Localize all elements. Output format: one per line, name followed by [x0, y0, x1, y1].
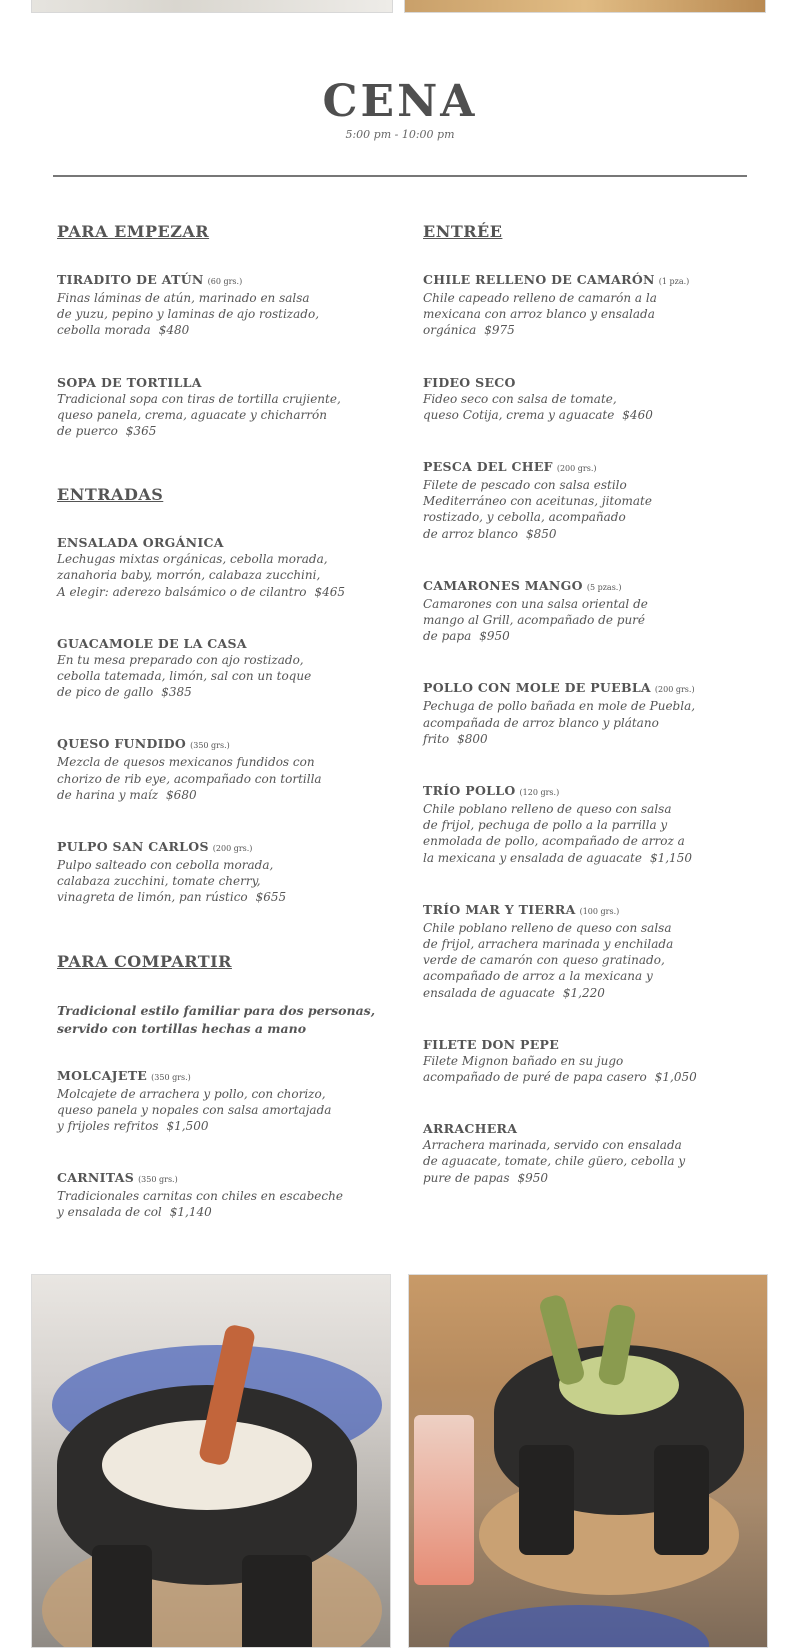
item-portion: (5 pzas.): [586, 582, 622, 592]
item-price: $950: [517, 1170, 549, 1185]
item-portion: (100 grs.): [579, 906, 620, 916]
item-description: Tradicional sopa con tiras de tortilla crujiente, queso panela, crema, aguacate y chicharrón de puerco: [57, 391, 341, 439]
item-price: $1,140: [169, 1205, 212, 1220]
molcajete-leg-shape: [654, 1445, 709, 1555]
item-portion: (200 grs.): [556, 464, 597, 474]
item-name: TIRADITO DE ATÚN: [57, 272, 204, 287]
menu-item: [423, 902, 773, 1001]
item-portion: (350 grs.): [138, 1175, 178, 1185]
molcajete-leg-shape: [519, 1445, 574, 1555]
item-description: Fideo seco con salsa de tomate, queso Cotija, crema y aguacate: [423, 391, 617, 422]
top-photo-left: [31, 0, 393, 13]
menu-item: [423, 1121, 773, 1186]
blue-plate-shape: [449, 1605, 709, 1648]
item-price: $365: [125, 424, 157, 439]
drink-glass-shape: [414, 1415, 474, 1585]
section-title: ENTRADAS: [57, 485, 164, 505]
item-description: Arrachera marinada, servido con ensalada de aguacate, tomate, chile güero, cebolla y pure de papas: [423, 1138, 686, 1185]
item-description: Camarones con una salsa oriental de mango al Grill, acompañado de puré de papa: [423, 596, 648, 644]
section-intro: Tradicional estilo familiar para dos personas, servido con tortillas hechas a mano: [57, 1002, 376, 1036]
item-name: PULPO SAN CARLOS: [57, 839, 209, 855]
item-name: TRÍO POLLO: [423, 783, 516, 799]
item-price: $1,500: [166, 1119, 209, 1134]
item-name: POLLO CON MOLE DE PUEBLA: [423, 680, 651, 696]
section-title: PARA COMPARTIR: [57, 951, 232, 971]
right-column: [423, 220, 773, 1222]
section-title: ENTRÉE: [423, 222, 503, 241]
item-price: $1,150: [649, 850, 692, 865]
section-para-compartir: [57, 950, 397, 1221]
item-price: $460: [622, 407, 653, 422]
section-title: PARA EMPEZAR: [57, 222, 210, 241]
item-description: Pechuga de pollo bañada en mole de Puebla, acompañada de arroz blanco y plátano frito: [423, 699, 696, 746]
item-price: $465: [314, 584, 345, 599]
item-description: En tu mesa preparado con ajo rostizado, cebolla tatemada, limón, sal con un toque de pico de gallo: [57, 652, 312, 700]
item-price: $1,050: [654, 1070, 697, 1085]
molcajete-photo: [408, 1274, 768, 1648]
section-entradas: [57, 483, 397, 905]
menu-item: [57, 839, 397, 906]
menu-item: [57, 272, 397, 339]
item-price: $480: [158, 323, 190, 338]
item-description: Mezcla de quesos mexicanos fundidos con chorizo de rib eye, acompañado con tortilla de harina y maíz: [57, 755, 322, 802]
item-portion: (60 grs.): [207, 277, 243, 286]
section-para-empezar: [57, 220, 397, 439]
item-name: CARNITAS: [57, 1170, 135, 1186]
item-name: GUACAMOLE DE LA CASA: [57, 635, 247, 651]
item-portion: (120 grs.): [519, 788, 560, 798]
item-name: FIDEO SECO: [423, 374, 516, 390]
item-price: $975: [484, 323, 515, 338]
item-price: $680: [166, 787, 197, 802]
item-description: Chile poblano relleno de queso con salsa de frijol, pechuga de pollo a la parrilla y enmolada de pollo, acompañado de arroz a la mexicana y ensalada de aguacate: [423, 802, 685, 865]
item-name: CHILE RELLENO DE CAMARÓN: [423, 272, 655, 287]
menu-item: [423, 680, 773, 747]
top-photo-right: [404, 0, 766, 13]
item-price: $655: [255, 890, 287, 905]
molcajete-leg-shape: [92, 1545, 152, 1648]
item-description: Chile poblano relleno de queso con salsa de frijol, arrachera marinada y enchilada verde de camarón con queso gratinado, acompañado de arroz a la mexicana y ensalada de aguacate: [423, 920, 674, 1000]
menu-item: [57, 535, 397, 600]
item-name: QUESO FUNDIDO: [57, 736, 187, 752]
item-description: Pulpo salteado con cebolla morada, calabaza zucchini, tomate cherry, vinagreta de limón, pan rústico: [57, 858, 274, 905]
item-name: MOLCAJETE: [57, 1067, 148, 1083]
item-name: PESCA DEL CHEF: [423, 459, 553, 475]
item-portion: (200 grs.): [654, 685, 695, 695]
menu-item: [57, 375, 397, 440]
menu-item: [57, 1170, 397, 1220]
left-column: [57, 220, 397, 1257]
item-name: FILETE DON PEPE: [423, 1036, 560, 1052]
menu-item: [423, 783, 773, 866]
item-price: $1,220: [562, 985, 605, 1000]
menu-hours: 5:00 pm - 10:00 pm: [345, 128, 455, 141]
item-portion: (200 grs.): [212, 844, 253, 854]
item-name: SOPA DE TORTILLA: [57, 374, 202, 390]
menu-item: [57, 636, 397, 701]
header-divider: [53, 175, 747, 177]
menu-item: [57, 736, 397, 803]
item-price: $385: [161, 685, 192, 700]
item-portion: (350 grs.): [151, 1072, 191, 1082]
item-description: Filete de pescado con salsa estilo Mediterráneo con aceitunas, jitomate rostizado, y cebolla, acompañado de arroz blanco: [423, 478, 652, 541]
item-price: $800: [457, 731, 488, 746]
menu-item: [423, 375, 773, 423]
item-description: Chile capeado relleno de camarón a la mexicana con arroz blanco y ensalada orgánica: [423, 291, 657, 338]
molcajete-leg-shape: [242, 1555, 312, 1648]
item-name: ARRACHERA: [423, 1121, 518, 1137]
queso-fundido-photo: [31, 1274, 391, 1648]
item-name: ENSALADA ORGÁNICA: [57, 535, 224, 551]
item-description: Tradicionales carnitas con chiles en escabeche y ensalada de col: [57, 1189, 343, 1220]
menu-header: [0, 76, 800, 141]
item-description: Molcajete de arrachera y pollo, con chorizo, queso panela y nopales con salsa amortajada y frijoles refritos: [57, 1086, 332, 1134]
menu-item: [423, 459, 773, 542]
menu-title: CENA: [322, 76, 478, 127]
item-description: Finas láminas de atún, marinado en salsa de yuzu, pepino y laminas de ajo rostizado, cebolla morada: [57, 291, 320, 338]
item-portion: (1 pza.): [658, 277, 690, 286]
menu-item: [57, 1068, 397, 1135]
item-portion: (350 grs.): [190, 741, 230, 751]
section-entree: [423, 220, 773, 1186]
item-name: TRÍO MAR Y TIERRA: [423, 901, 576, 917]
menu-item: [423, 272, 773, 339]
menu-item: [423, 1037, 773, 1085]
menu-item: [423, 578, 773, 645]
item-description: Lechugas mixtas orgánicas, cebolla morada, zanahoria baby, morrón, calabaza zucchini, A elegir: aderezo balsámico o de cilantro: [57, 552, 328, 599]
item-price: $850: [525, 526, 557, 541]
item-price: $950: [479, 629, 510, 644]
item-description: Filete Mignon bañado en su jugo acompañado de puré de papa casero: [423, 1053, 647, 1085]
item-name: CAMARONES MANGO: [423, 577, 583, 593]
